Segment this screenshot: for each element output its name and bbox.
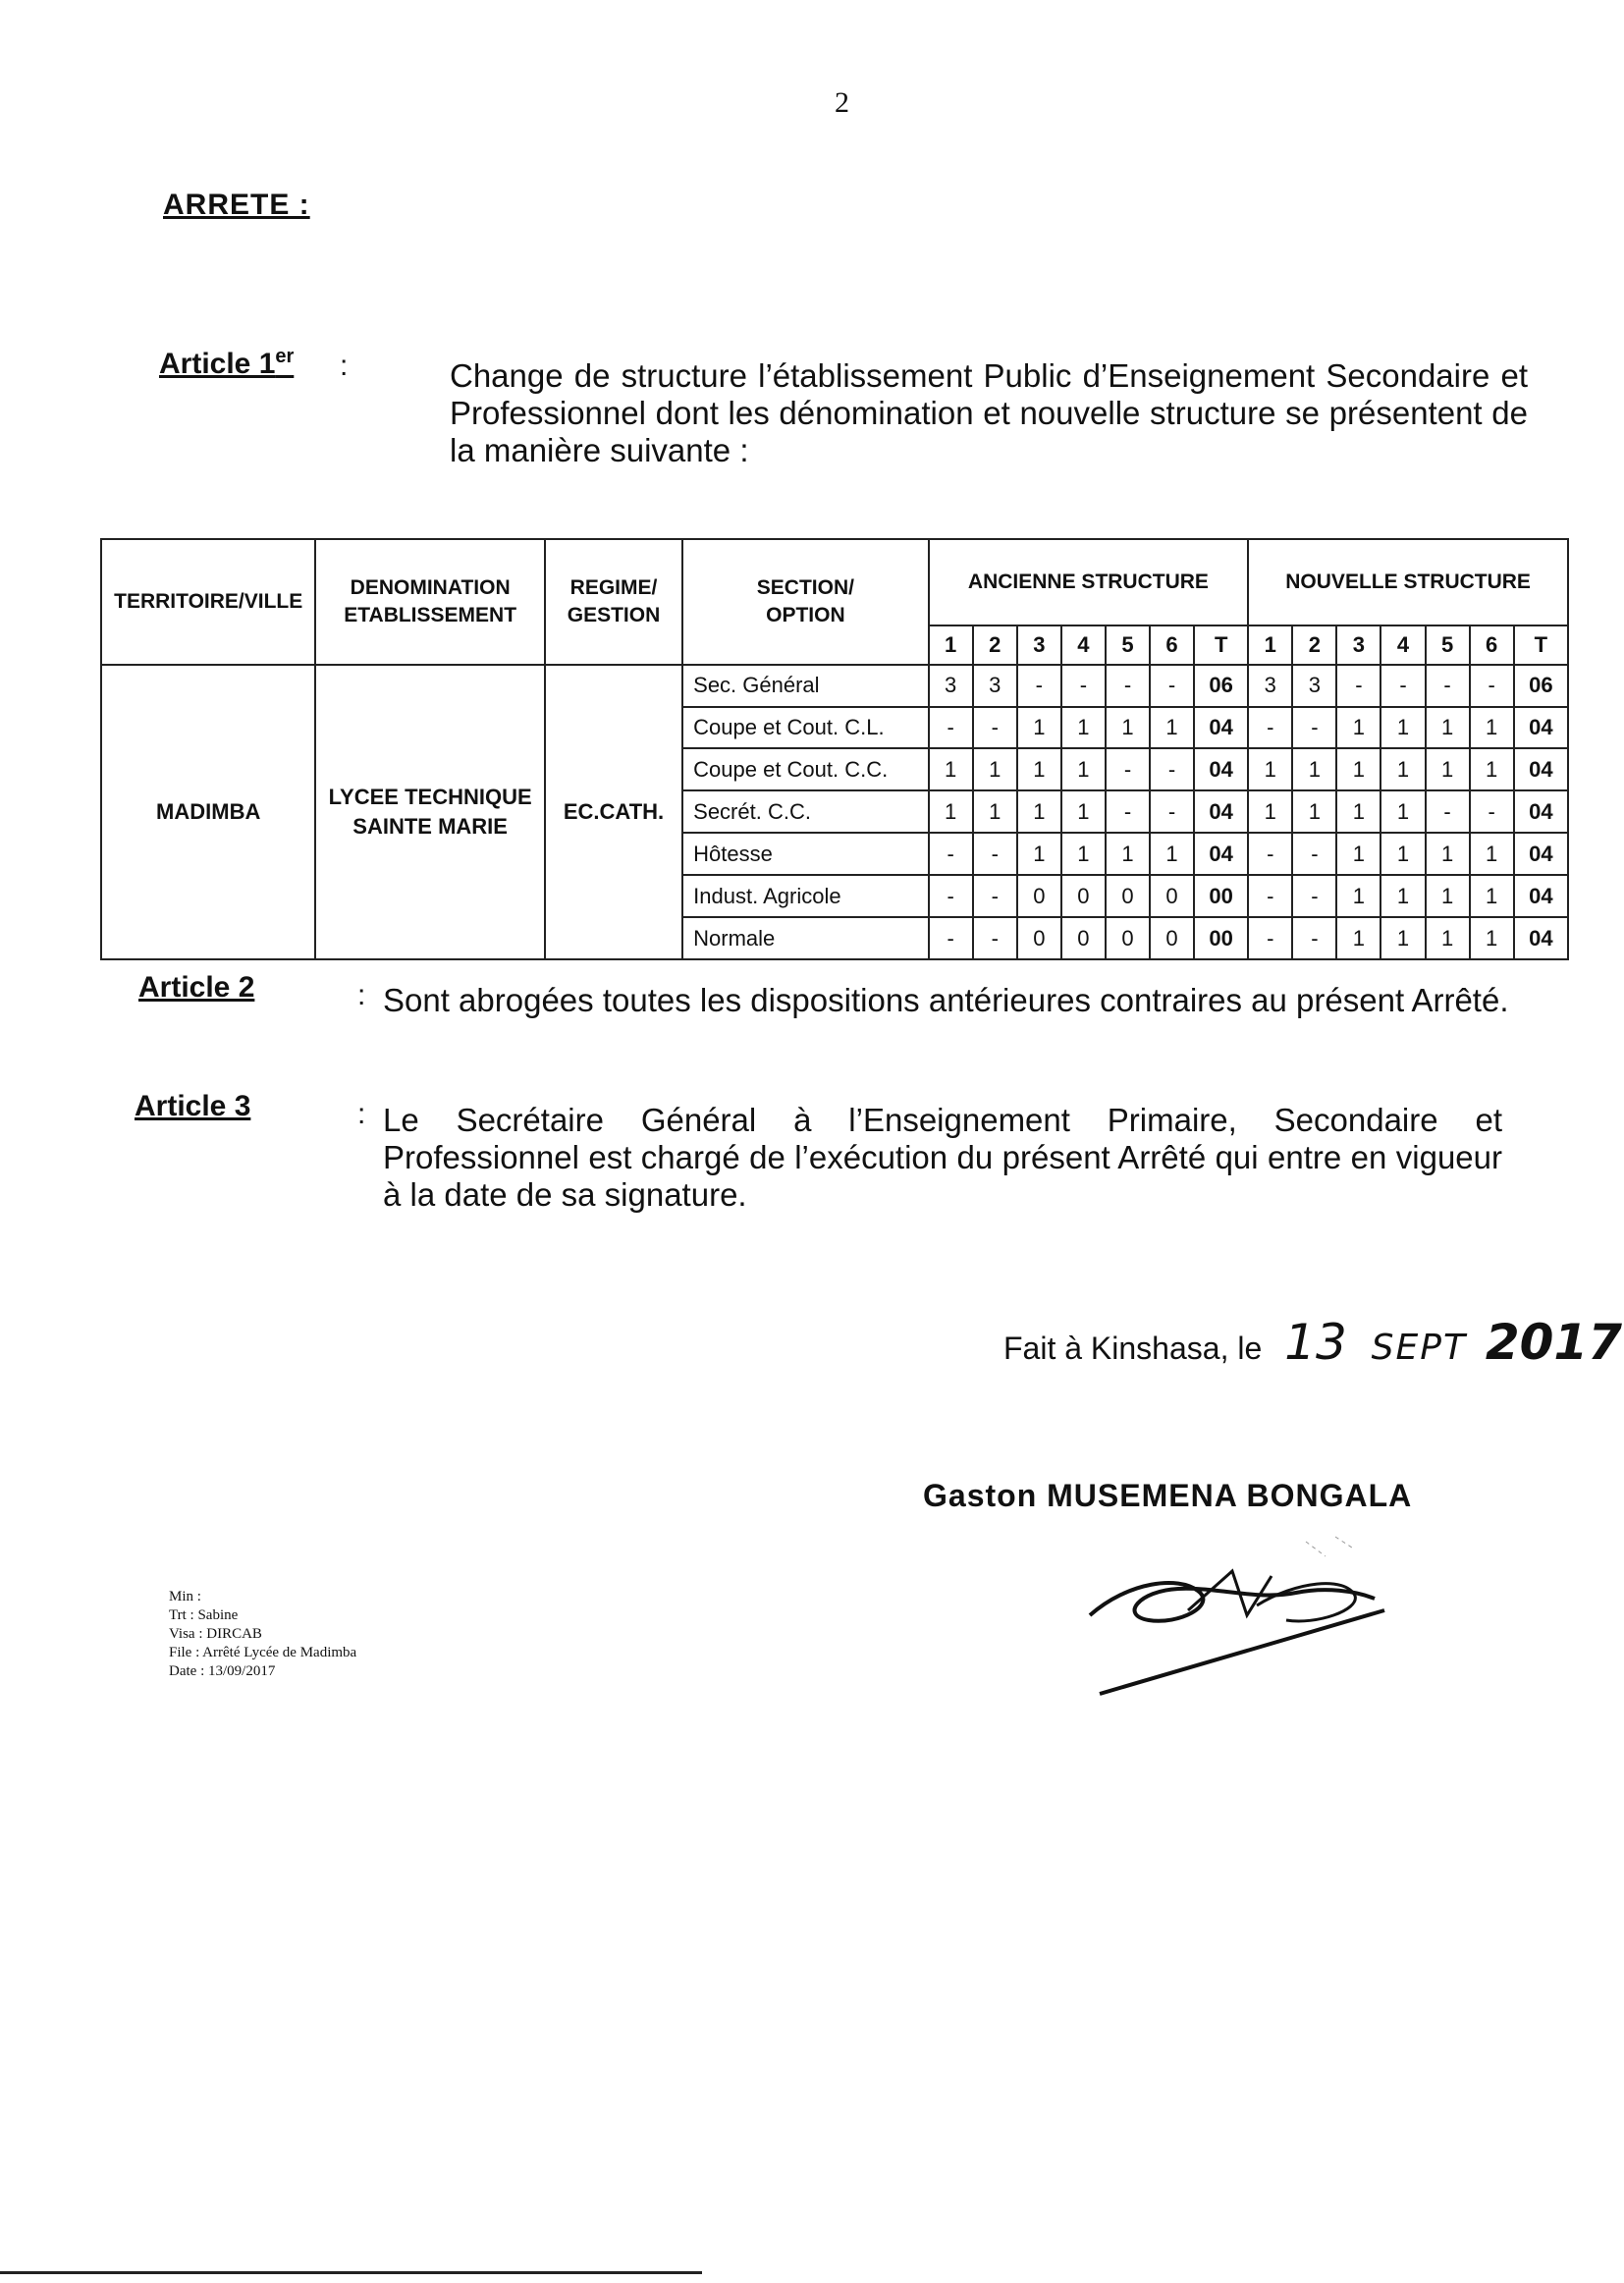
nouvelle-value-cell: 1 — [1336, 790, 1380, 833]
nouvelle-col-header: 5 — [1426, 625, 1470, 665]
ancienne-value-cell: - — [929, 833, 973, 875]
nouvelle-value-cell: 1 — [1380, 707, 1425, 749]
ancienne-value-cell: - — [973, 875, 1017, 917]
nouvelle-value-cell: 04 — [1514, 917, 1568, 959]
article-3-colon: : — [357, 1098, 366, 1130]
ancienne-value-cell: 1 — [929, 790, 973, 833]
ancienne-col-header: 5 — [1106, 625, 1150, 665]
nouvelle-value-cell: - — [1426, 665, 1470, 707]
option-cell: Sec. Général — [682, 665, 928, 707]
ancienne-value-cell: 0 — [1150, 875, 1194, 917]
date-day: 13 — [1284, 1314, 1347, 1371]
ancienne-value-cell: 1 — [929, 748, 973, 790]
ancienne-value-cell: 1 — [973, 748, 1017, 790]
nouvelle-value-cell: - — [1248, 917, 1292, 959]
nouvelle-value-cell: - — [1336, 665, 1380, 707]
regime-cell: EC.CATH. — [545, 665, 682, 959]
nouvelle-value-cell: 1 — [1380, 833, 1425, 875]
article-1-text: Change de structure l’établissement Public d’Enseignement Secondaire et Professionnel dont les dénomination et nouvelle structure se présentent de la manière suivante : — [450, 357, 1528, 468]
ancienne-value-cell: 1 — [1017, 790, 1061, 833]
header-regime: REGIME/ GESTION — [545, 539, 682, 665]
nouvelle-value-cell: 1 — [1248, 790, 1292, 833]
ancienne-value-cell: - — [1017, 665, 1061, 707]
ancienne-value-cell: 1 — [973, 790, 1017, 833]
header-territoire: TERRITOIRE/VILLE — [101, 539, 315, 665]
date-line — [1003, 1314, 1622, 1371]
ancienne-value-cell: 1 — [1061, 748, 1106, 790]
ancienne-value-cell: 0 — [1150, 917, 1194, 959]
ancienne-value-cell: 1 — [1061, 707, 1106, 749]
nouvelle-value-cell: 1 — [1380, 875, 1425, 917]
nouvelle-value-cell: - — [1426, 790, 1470, 833]
header-ancienne-structure: ANCIENNE STRUCTURE — [929, 539, 1249, 625]
date-month: SEPT — [1371, 1328, 1467, 1368]
ancienne-value-cell: 04 — [1194, 748, 1248, 790]
reference-notes: Min : Trt : Sabine Visa : DIRCAB File : Arrêté Lycée de Madimba Date : 13/09/2017 — [169, 1589, 357, 1679]
ancienne-value-cell: - — [929, 917, 973, 959]
header-nouvelle-structure: NOUVELLE STRUCTURE — [1248, 539, 1568, 625]
ancienne-value-cell: 1 — [1106, 707, 1150, 749]
option-cell: Secrét. C.C. — [682, 790, 928, 833]
ancienne-value-cell: 3 — [973, 665, 1017, 707]
ancienne-value-cell: 1 — [1150, 707, 1194, 749]
nouvelle-value-cell: - — [1292, 707, 1336, 749]
ancienne-col-header: 6 — [1150, 625, 1194, 665]
ancienne-value-cell: 06 — [1194, 665, 1248, 707]
nouvelle-value-cell: 04 — [1514, 833, 1568, 875]
header-denomination: DENOMINATION ETABLISSEMENT — [315, 539, 544, 665]
nouvelle-value-cell: 1 — [1426, 875, 1470, 917]
nouvelle-col-header: T — [1514, 625, 1568, 665]
ancienne-value-cell: 1 — [1017, 833, 1061, 875]
territoire-cell: MADIMBA — [101, 665, 315, 959]
nouvelle-value-cell: 04 — [1514, 707, 1568, 749]
nouvelle-value-cell: - — [1248, 707, 1292, 749]
nouvelle-value-cell: 1 — [1470, 833, 1514, 875]
nouvelle-value-cell: 04 — [1514, 875, 1568, 917]
ancienne-value-cell: - — [1106, 790, 1150, 833]
option-cell: Coupe et Cout. C.C. — [682, 748, 928, 790]
nouvelle-value-cell: 3 — [1248, 665, 1292, 707]
ancienne-col-header: 2 — [973, 625, 1017, 665]
option-cell: Indust. Agricole — [682, 875, 928, 917]
nouvelle-value-cell: - — [1292, 875, 1336, 917]
ancienne-value-cell: - — [1106, 748, 1150, 790]
article-3-title: Article 3 — [135, 1090, 251, 1122]
ancienne-value-cell: - — [1150, 665, 1194, 707]
nouvelle-value-cell: - — [1470, 790, 1514, 833]
ancienne-value-cell: - — [1061, 665, 1106, 707]
signatory-name: Gaston MUSEMENA BONGALA — [923, 1478, 1413, 1513]
nouvelle-value-cell: 1 — [1470, 707, 1514, 749]
article-3-text: Le Secrétaire Général à l’Enseignement Primaire, Secondaire et Professionnel est chargé de l’exécution du présent Arrêté qui entre en vigueur à la date de sa signature. — [383, 1102, 1502, 1213]
nouvelle-value-cell: 1 — [1380, 790, 1425, 833]
denomination-cell: LYCEE TECHNIQUE SAINTE MARIE — [315, 665, 544, 959]
nouvelle-value-cell: 1 — [1470, 917, 1514, 959]
nouvelle-value-cell: 1 — [1248, 748, 1292, 790]
nouvelle-value-cell: - — [1248, 833, 1292, 875]
header-section: SECTION/ OPTION — [682, 539, 928, 665]
ancienne-value-cell: 00 — [1194, 875, 1248, 917]
ancienne-value-cell: - — [1150, 748, 1194, 790]
ancienne-value-cell: - — [973, 833, 1017, 875]
ancienne-value-cell: 3 — [929, 665, 973, 707]
ancienne-value-cell: - — [929, 875, 973, 917]
table-row — [101, 665, 1568, 707]
nouvelle-value-cell: 1 — [1380, 917, 1425, 959]
nouvelle-value-cell: 1 — [1336, 917, 1380, 959]
nouvelle-value-cell: 1 — [1336, 748, 1380, 790]
ancienne-value-cell: - — [1150, 790, 1194, 833]
article-2-title: Article 2 — [138, 971, 255, 1004]
nouvelle-value-cell: 04 — [1514, 748, 1568, 790]
nouvelle-value-cell: 1 — [1292, 748, 1336, 790]
ancienne-value-cell: 00 — [1194, 917, 1248, 959]
nouvelle-value-cell: - — [1292, 833, 1336, 875]
nouvelle-value-cell: 1 — [1470, 748, 1514, 790]
ancienne-value-cell: 04 — [1194, 833, 1248, 875]
handwritten-signature — [1060, 1522, 1434, 1718]
nouvelle-value-cell: 1 — [1426, 833, 1470, 875]
page-number: 2 — [835, 86, 849, 119]
ancienne-value-cell: 0 — [1061, 917, 1106, 959]
option-cell: Hôtesse — [682, 833, 928, 875]
article-2-text: Sont abrogées toutes les dispositions antérieures contraires au présent Arrêté. — [383, 982, 1509, 1018]
nouvelle-value-cell: - — [1380, 665, 1425, 707]
ancienne-value-cell: 1 — [1150, 833, 1194, 875]
ancienne-value-cell: 1 — [1106, 833, 1150, 875]
article-2-colon: : — [357, 979, 366, 1011]
ancienne-value-cell: 0 — [1061, 875, 1106, 917]
nouvelle-col-header: 6 — [1470, 625, 1514, 665]
bottom-rule — [0, 2271, 702, 2274]
place-text: Fait à Kinshasa, le — [1003, 1331, 1263, 1366]
ancienne-col-header: T — [1194, 625, 1248, 665]
nouvelle-col-header: 4 — [1380, 625, 1425, 665]
ancienne-value-cell: - — [973, 917, 1017, 959]
ancienne-value-cell: 1 — [1017, 707, 1061, 749]
nouvelle-value-cell: 1 — [1426, 748, 1470, 790]
nouvelle-value-cell: 1 — [1336, 833, 1380, 875]
ancienne-col-header: 1 — [929, 625, 973, 665]
ancienne-value-cell: - — [929, 707, 973, 749]
nouvelle-value-cell: 1 — [1380, 748, 1425, 790]
ancienne-value-cell: 04 — [1194, 790, 1248, 833]
ancienne-value-cell: 0 — [1106, 875, 1150, 917]
ancienne-col-header: 4 — [1061, 625, 1106, 665]
ancienne-value-cell: - — [973, 707, 1017, 749]
nouvelle-col-header: 2 — [1292, 625, 1336, 665]
ancienne-value-cell: 0 — [1017, 917, 1061, 959]
nouvelle-col-header: 3 — [1336, 625, 1380, 665]
nouvelle-value-cell: 1 — [1426, 917, 1470, 959]
ancienne-value-cell: 1 — [1061, 790, 1106, 833]
option-cell: Normale — [682, 917, 928, 959]
arrete-heading: ARRETE : — [163, 189, 310, 221]
nouvelle-value-cell: 1 — [1336, 875, 1380, 917]
date-year: 2017 — [1485, 1314, 1623, 1371]
nouvelle-value-cell: 1 — [1292, 790, 1336, 833]
nouvelle-value-cell: - — [1470, 665, 1514, 707]
ancienne-value-cell: 0 — [1017, 875, 1061, 917]
structure-table — [100, 538, 1569, 960]
article-1-title: Article 1er — [159, 346, 295, 380]
nouvelle-col-header: 1 — [1248, 625, 1292, 665]
nouvelle-value-cell: 3 — [1292, 665, 1336, 707]
option-cell: Coupe et Cout. C.L. — [682, 707, 928, 749]
nouvelle-value-cell: 1 — [1336, 707, 1380, 749]
article-1-colon: : — [340, 350, 349, 382]
nouvelle-value-cell: - — [1248, 875, 1292, 917]
nouvelle-value-cell: 04 — [1514, 790, 1568, 833]
nouvelle-value-cell: 1 — [1426, 707, 1470, 749]
ancienne-value-cell: 0 — [1106, 917, 1150, 959]
ancienne-value-cell: 1 — [1061, 833, 1106, 875]
nouvelle-value-cell: - — [1292, 917, 1336, 959]
ancienne-value-cell: - — [1106, 665, 1150, 707]
nouvelle-value-cell: 1 — [1470, 875, 1514, 917]
ancienne-col-header: 3 — [1017, 625, 1061, 665]
ancienne-value-cell: 04 — [1194, 707, 1248, 749]
ancienne-value-cell: 1 — [1017, 748, 1061, 790]
nouvelle-value-cell: 06 — [1514, 665, 1568, 707]
